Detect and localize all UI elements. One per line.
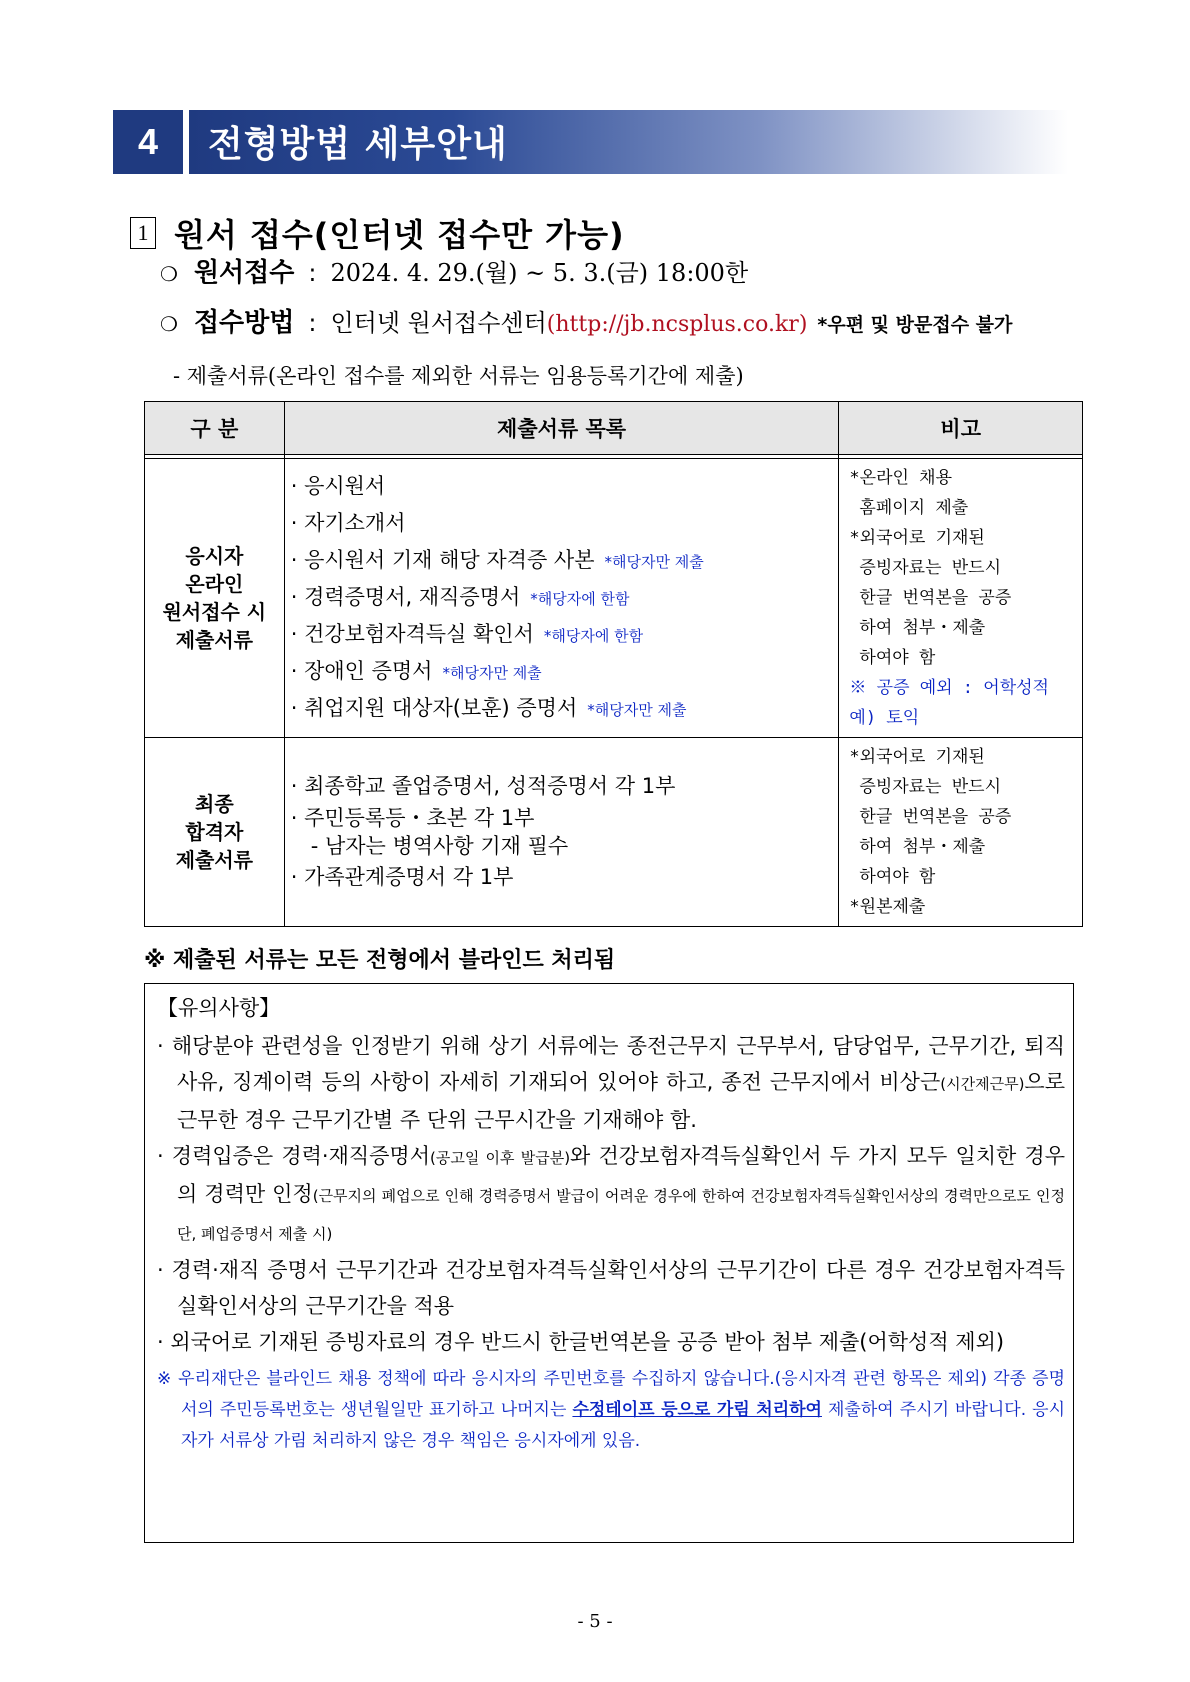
period-label: 원서접수 xyxy=(193,258,295,288)
privacy-text: 제출하여 주시기 바랍니다. 응시자가 서류상 가림 처리하지 않은 경우 책임은 응시자에게 있음. xyxy=(181,1400,1065,1451)
bullet-circle-icon: ❍ xyxy=(160,312,178,336)
banner-title: 전형방법 세부안내 xyxy=(208,124,508,165)
list-item xyxy=(291,469,833,506)
section-number: 4 xyxy=(113,110,183,174)
method-note: *우편 및 방문접수 불가 xyxy=(817,314,1013,336)
item-text: · 자기소개서 xyxy=(290,510,406,535)
notice-text: · 경력입증은 경력·재직증명서 xyxy=(157,1144,431,1168)
header-documents: 제출서류 목록 xyxy=(284,402,839,455)
notice-text: · 해당분야 관련성을 인정받기 위해 상기 서류에는 종전근무지 근무부서, 담당업무, 근무기간, 퇴직사유, 징계이력 등의 사항이 자세히 기재되어 있어야 하고, 종전 근무지에서 비상근 xyxy=(157,1034,1065,1094)
notice-small-text: (근무지의 폐업으로 인해 경력증명서 발급이 어려운 경우에 한하여 건강보험자격득실확인서상의 경력만으로도 인정 단, 폐업증명서 제출 시) xyxy=(177,1187,1065,1243)
privacy-text: ※ 우리재단은 블라인드 채용 정책에 따라 응시자의 주민번호를 수집하지 않습니다.(응시자격 관련 항목은 제외) 각종 증명서의 주민등록번호는 생년월일만 표기하고 나머지는 xyxy=(157,1369,1065,1420)
bullet-circle-icon: ❍ xyxy=(160,262,178,286)
remark-blue-line: 예) 토익 xyxy=(849,708,920,728)
notice-text: 와 건강보험자격득실확인서 두 가지 모두 일치한 경우의 경력만 인정 xyxy=(177,1144,1065,1206)
category-line: 합격자 xyxy=(185,820,244,844)
item-text: · 취업지원 대상자(보훈) 증명서 xyxy=(290,695,578,720)
list-item xyxy=(291,617,833,654)
notice-item: · 외국어로 기재된 증빙자료의 경우 반드시 한글번역본을 공증 받아 첨부 제출(어학성적 제외) xyxy=(157,1330,1005,1354)
item-text: · 경력증명서, 재직증명서 xyxy=(290,584,521,609)
submission-docs-note: - 제출서류(온라인 접수를 제외한 서류는 임용등록기간에 제출) xyxy=(173,364,744,388)
category-line: 원서접수 시 xyxy=(162,600,267,624)
category-line: 최종 xyxy=(195,792,234,816)
subsection-title xyxy=(130,210,625,256)
section-banner xyxy=(113,110,1068,174)
category-line: 응시자 xyxy=(185,544,244,568)
notice-text: 으로 근무한 경우 근무기간별 주 단위 근무시간을 기재해야 함. xyxy=(177,1070,1065,1132)
notice-item: · 경력·재직 증명서 근무기간과 건강보험자격득실확인서상의 근무기간이 다른 경우 건강보험자격득실확인서상의 근무기간을 적용 xyxy=(157,1258,1065,1318)
remark-line: *외국어로 기재된 xyxy=(849,528,985,548)
item-mark: *해당자에 한함 xyxy=(530,589,630,608)
notice-box xyxy=(144,983,1074,1543)
list-item: · 최종학교 졸업증명서, 성적증명서 각 1부 xyxy=(290,774,676,798)
category-line: 온라인 xyxy=(185,572,244,596)
table-row xyxy=(145,459,1083,738)
privacy-emphasis: 수정테이프 등으로 가림 처리하여 xyxy=(572,1400,822,1420)
notice-privacy xyxy=(157,1364,1065,1457)
remark-line: *외국어로 기재된 xyxy=(849,747,985,767)
notice-heading: 【유의사항】 xyxy=(157,996,281,1020)
header-remarks: 비고 xyxy=(839,402,1083,455)
remark-line: 증빙자료는 반드시 xyxy=(859,777,1002,797)
item-text: · 장애인 증명서 xyxy=(290,658,433,683)
notice-small-text: (공고일 이후 발급분) xyxy=(430,1149,571,1167)
remark-line: 한글 번역본을 공증 xyxy=(859,588,1012,608)
category-line: 제출서류 xyxy=(175,848,253,872)
item-mark: *해당자만 제출 xyxy=(442,663,542,682)
period-value: 2024. 4. 29.(월) ~ 5. 3.(금) 18:00한 xyxy=(330,259,749,287)
method-url[interactable]: (http://jb.ncsplus.co.kr) xyxy=(546,312,808,337)
page-number: - 5 - xyxy=(577,1611,613,1632)
remarks-cell xyxy=(839,459,1083,738)
document-list xyxy=(284,738,839,927)
header-category: 구 분 xyxy=(145,402,285,455)
item-text: · 건강보험자격득실 확인서 xyxy=(290,621,534,646)
category-final xyxy=(145,738,285,927)
table-row xyxy=(145,738,1083,927)
category-line: 제출서류 xyxy=(175,628,253,652)
list-item xyxy=(291,543,833,580)
list-item xyxy=(291,506,833,543)
blind-processing-note: ※ 제출된 서류는 모든 전형에서 블라인드 처리됨 xyxy=(144,948,616,973)
subsection-text: 원서 접수(인터넷 접수만 가능) xyxy=(174,216,625,254)
list-item: · 주민등록등・초본 각 1부 xyxy=(290,806,535,830)
list-item xyxy=(291,654,833,691)
remark-line: 하여 첨부・제출 xyxy=(859,618,986,638)
remark-line: 한글 번역본을 공증 xyxy=(859,807,1012,827)
list-item xyxy=(291,580,833,617)
remarks-cell xyxy=(839,738,1083,927)
list-item: - 남자는 병역사항 기재 필수 xyxy=(310,834,569,858)
item-mark: *해당자만 제출 xyxy=(587,700,687,719)
list-item: · 가족관계증명서 각 1부 xyxy=(290,865,514,889)
item-text: · 응시원서 기재 해당 자격증 사본 xyxy=(290,547,595,572)
remark-line: 증빙자료는 반드시 xyxy=(859,558,1002,578)
remark-line: 하여야 함 xyxy=(859,867,936,887)
subsection-number: 1 xyxy=(130,217,156,249)
document-list xyxy=(284,459,839,738)
notice-item xyxy=(157,1138,1065,1252)
remark-line: 홈페이지 제출 xyxy=(859,498,969,518)
remark-blue-line: ※ 공증 예외 : 어학성적 xyxy=(849,678,1049,698)
table-header-row xyxy=(145,402,1083,455)
category-applicant xyxy=(145,459,285,738)
documents-table xyxy=(144,401,1083,927)
bullet-method xyxy=(160,302,1012,339)
item-mark: *해당자에 한함 xyxy=(543,626,644,645)
list-item xyxy=(291,691,833,728)
separator: : xyxy=(308,259,317,287)
remark-line: *원본제출 xyxy=(849,897,926,917)
item-text: · 응시원서 xyxy=(290,473,386,498)
notice-small-text: (시간제근무) xyxy=(940,1075,1025,1093)
remark-line: *온라인 채용 xyxy=(849,468,952,488)
method-label: 접수방법 xyxy=(193,308,295,338)
remark-line: 하여야 함 xyxy=(859,648,936,668)
method-value: 인터넷 원서접수센터 xyxy=(330,309,547,337)
notice-item xyxy=(157,1028,1065,1138)
item-mark: *해당자만 제출 xyxy=(604,552,704,571)
bullet-period xyxy=(160,252,748,289)
separator: : xyxy=(308,309,317,337)
remark-line: 하여 첨부・제출 xyxy=(859,837,986,857)
